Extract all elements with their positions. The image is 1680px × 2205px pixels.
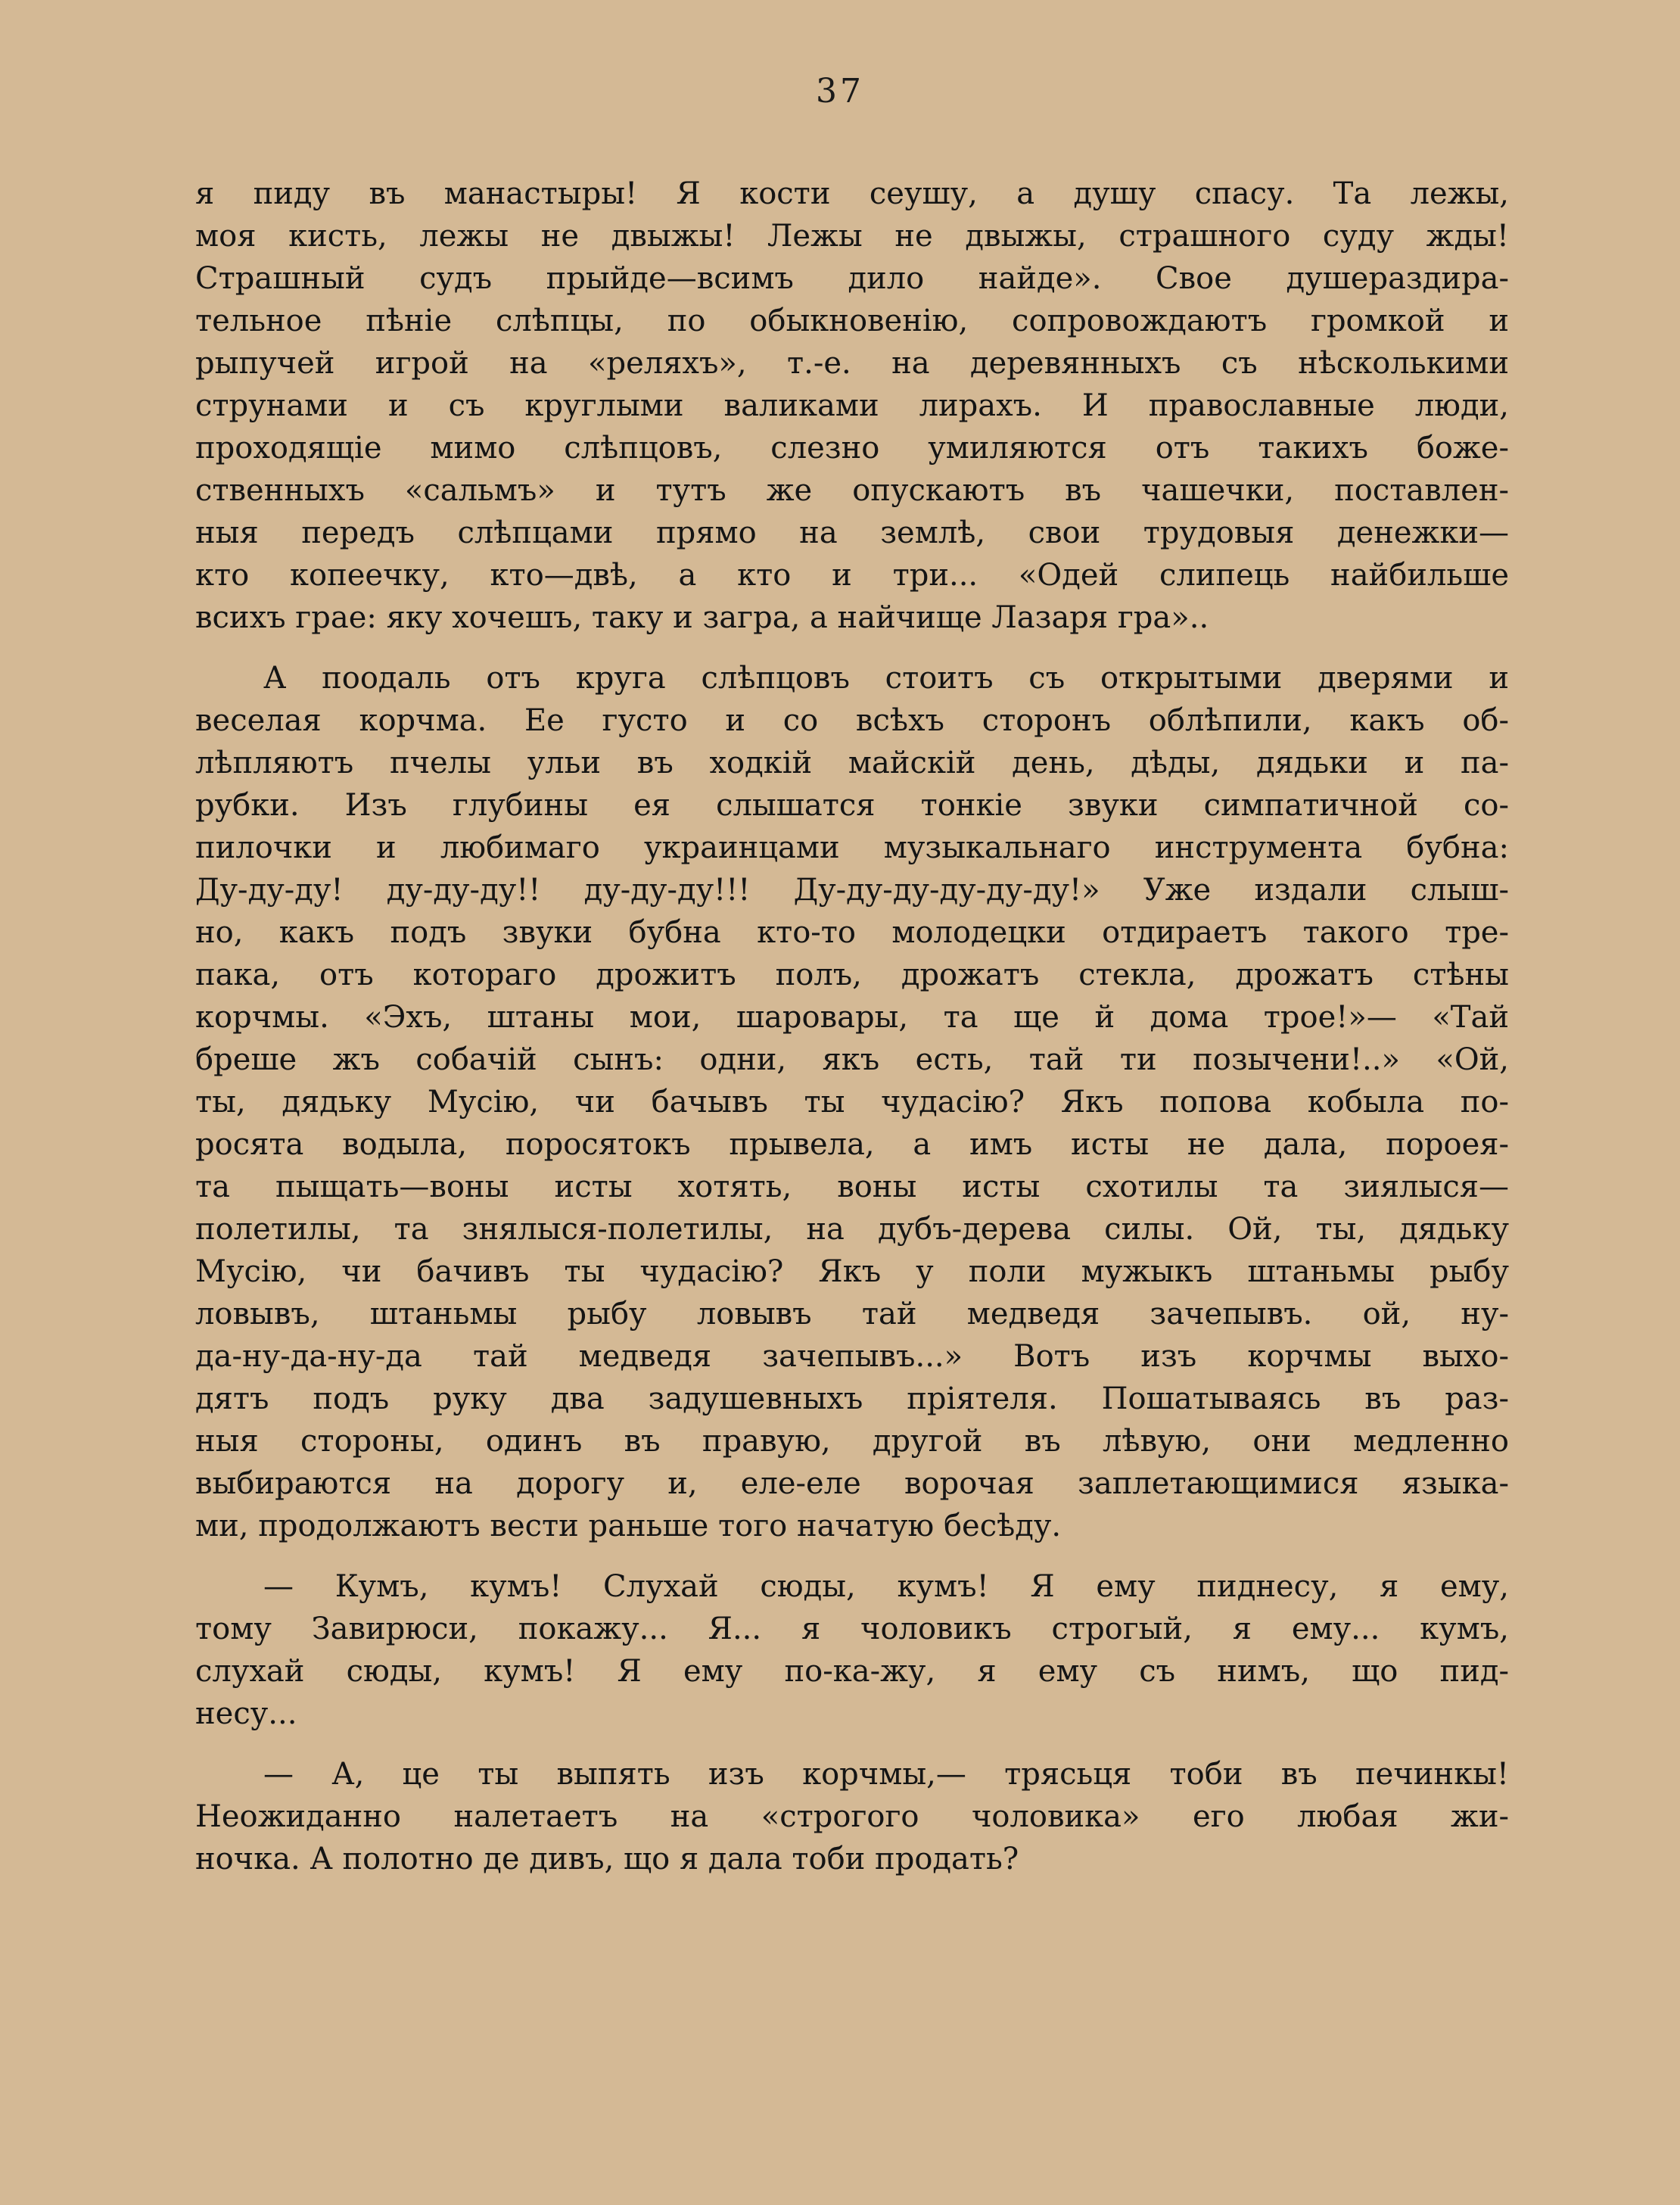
page-number: 37 (816, 72, 864, 111)
text-line: Мусію, чи бачивъ ты чудасію? Якъ у поли мужыкъ штаньмы рыбу (195, 1254, 1509, 1289)
text-line: ночка. А полотно де дивъ, що я дала тоби продать? (195, 1842, 1019, 1876)
paragraph-start-line: — Кумъ, кумъ! Слухай сюды, кумъ! Я ему пиднесу, я ему, (263, 1569, 1509, 1604)
text-line: Ду-ду-ду! ду-ду-ду!! ду-ду-ду!!! Ду-ду-ду-ду-ду-ду!» Уже издали слыш- (195, 873, 1509, 908)
text-line: веселая корчма. Ее густо и со всѣхъ сторонъ облѣпили, какъ об- (195, 703, 1509, 738)
text-line: росята водыла, поросятокъ прывела, а имъ исты не дала, пороея- (195, 1127, 1509, 1162)
text-line: ты, дядьку Мусію, чи бачывъ ты чудасію? Якъ попова кобыла по- (195, 1085, 1509, 1120)
text-line: пака, отъ котораго дрожитъ полъ, дрожатъ стекла, дрожатъ стѣны (195, 958, 1509, 992)
text-line: Страшный судъ прыйде—всимъ дило найде». Свое душераздира- (195, 261, 1509, 296)
text-line: кто копеечку, кто—двѣ, а кто и три... «Одей слипець найбильше (195, 558, 1509, 593)
text-line: корчмы. «Эхъ, штаны мои, шаровары, та ще й дома трое!»— «Тай (195, 1000, 1509, 1035)
text-line: дятъ подъ руку два задушевныхъ пріятеля. Пошатываясь въ раз- (195, 1381, 1509, 1416)
text-line: бреше жъ собачій сынъ: одни, якъ есть, тай ти позычени!..» «Ой, (195, 1042, 1509, 1077)
text-line: моя кисть, лежы не двыжы! Лежы не двыжы, страшного суду жды! (195, 219, 1509, 254)
text-line: выбираются на дорогу и, еле-еле ворочая заплетающимися языка- (195, 1466, 1509, 1501)
text-line: ныя стороны, одинъ въ правую, другой въ лѣвую, они медленно (195, 1424, 1509, 1459)
text-line: несу... (195, 1696, 297, 1731)
text-line: струнами и съ круглыми валиками лирахъ. И православные люди, (195, 388, 1509, 423)
text-line: проходящіе мимо слѣпцовъ, слезно умиляются отъ такихъ боже- (195, 431, 1509, 466)
page-text (195, 173, 1509, 1880)
text-line: рубки. Изъ глубины ея слышатся тонкіе звуки симпатичной со- (195, 788, 1509, 823)
text-line: тому Завирюси, покажу... Я... я чоловикъ строгый, я ему... кумъ, (195, 1612, 1509, 1646)
text-line: полетилы, та знялыся-полетилы, на дубъ-дерева силы. Ой, ты, дядьку (195, 1212, 1509, 1247)
text-line: слухай сюды, кумъ! Я ему по-ка-жу, я ему съ нимъ, що пид- (195, 1654, 1509, 1689)
text-line: я пиду въ манастыры! Я кости сеушу, а душу спасу. Та лежы, (195, 176, 1509, 211)
text-line: ловывъ, штаньмы рыбу ловывъ тай медведя зачепывъ. ой, ну- (195, 1297, 1509, 1331)
text-line: ми, продолжаютъ вести раньше того начатую бесѣду. (195, 1509, 1062, 1543)
text-line: ственныхъ «сальмъ» и тутъ же опускаютъ въ чашечки, поставлен- (195, 473, 1509, 508)
text-line: та пыщать—воны исты хотять, воны исты схотилы та зиялыся— (195, 1169, 1509, 1204)
text-line: да-ну-да-ну-да тай медведя зачепывъ...» Вотъ изъ корчмы выхо- (195, 1339, 1509, 1374)
text-line: всихъ грае: яку хочешъ, таку и загра, а найчище Лазаря гра».. (195, 600, 1209, 635)
text-line: лѣпляютъ пчелы ульи въ ходкій майскій день, дѣды, дядьки и па- (195, 746, 1509, 780)
text-line: Неожиданно налетаетъ на «строгого чоловика» его любая жи- (195, 1799, 1509, 1834)
text-line: тельное пѣніе слѣпцы, по обыкновенію, сопровождаютъ громкой и (195, 304, 1509, 338)
paragraph-start-line: — А, це ты выпять изъ корчмы,— трясьця тоби въ печинкы! (263, 1757, 1509, 1792)
text-line: но, какъ подъ звуки бубна кто-то молодецки отдираетъ такого тре- (195, 915, 1509, 950)
text-line: ныя передъ слѣпцами прямо на землѣ, свои трудовыя денежки— (195, 515, 1509, 550)
paragraph-start-line: А поодаль отъ круга слѣпцовъ стоитъ съ открытыми дверями и (263, 661, 1509, 696)
text-line: рыпучей игрой на «реляхъ», т.-е. на деревянныхъ съ нѣсколькими (195, 346, 1509, 381)
text-line: пилочки и любимаго украинцами музыкальнаго инструмента бубна: (195, 830, 1509, 865)
